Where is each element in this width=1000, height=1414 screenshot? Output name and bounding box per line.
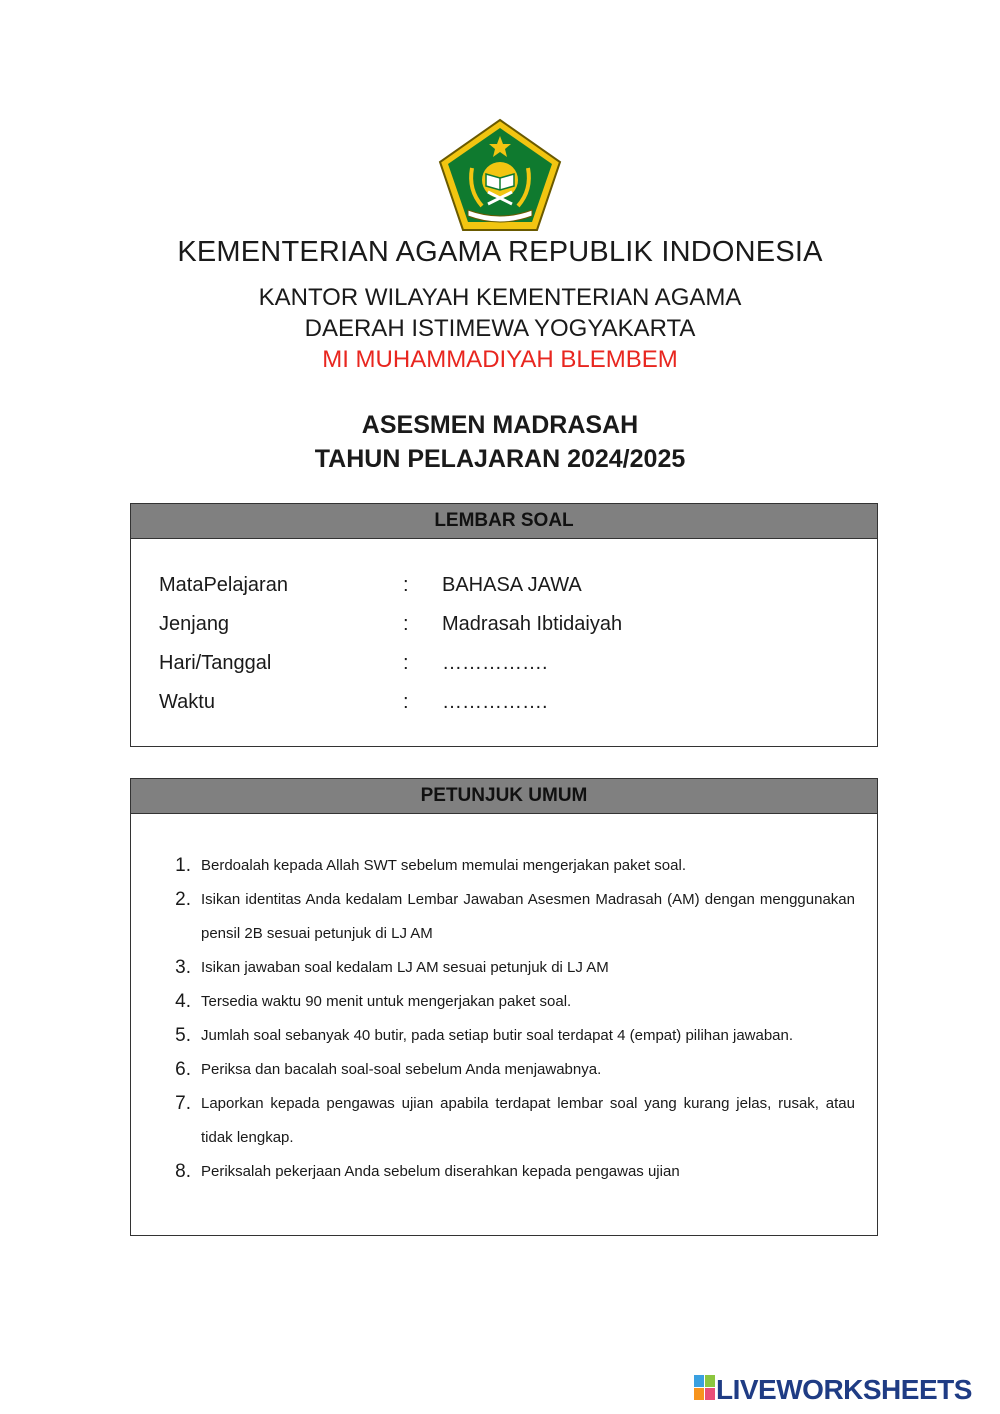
ministry-title: KEMENTERIAN AGAMA REPUBLIK INDONESIA xyxy=(177,236,823,268)
instruction-item xyxy=(165,985,855,1019)
info-value: ……………. xyxy=(442,652,548,674)
info-table xyxy=(159,574,759,730)
instruction-text: Berdoalah kepada Allah SWT sebelum memulai mengerjakan paket soal. xyxy=(201,857,686,874)
liveworksheets-logo-icon xyxy=(694,1375,716,1406)
info-colon: : xyxy=(403,613,409,635)
instruction-text: Isikan jawaban soal kedalam LJ AM sesuai petunjuk di LJ AM xyxy=(201,959,609,976)
info-row xyxy=(159,574,759,613)
instructions-box xyxy=(130,778,878,1236)
instruction-number: 4. xyxy=(175,991,191,1012)
school-name: MI MUHAMMADIYAH BLEMBEM xyxy=(322,346,678,373)
office-heading xyxy=(0,282,1000,375)
exam-year: TAHUN PELAJARAN 2024/2025 xyxy=(314,445,686,473)
brand-name: LIVEWORKSHEETS xyxy=(716,1374,972,1405)
instruction-item xyxy=(165,1087,855,1155)
office-line-2: DAERAH ISTIMEWA YOGYAKARTA xyxy=(304,315,696,342)
info-label: Jenjang xyxy=(159,613,230,635)
instruction-text: Isikan identitas Anda kedalam Lembar Jawaban Asesmen Madrasah (AM) dengan menggunakan pensil 2B sesuai petunjuk di LJ AM xyxy=(201,891,855,942)
info-row xyxy=(159,652,759,691)
info-label: MataPelajaran xyxy=(159,574,288,596)
instructions-title: PETUNJUK UMUM xyxy=(131,779,877,814)
info-box-title: LEMBAR SOAL xyxy=(131,504,877,539)
liveworksheets-brand[interactable] xyxy=(694,1374,972,1406)
info-label: Hari/Tanggal xyxy=(159,652,272,674)
info-value: Madrasah Ibtidaiyah xyxy=(442,613,623,635)
info-value: BAHASA JAWA xyxy=(442,574,582,596)
exam-title: ASESMEN MADRASAH xyxy=(361,411,639,439)
instruction-number: 5. xyxy=(175,1025,191,1046)
instruction-item xyxy=(165,883,855,951)
info-label: Waktu xyxy=(159,691,215,713)
instruction-text: Tersedia waktu 90 menit untuk mengerjakan paket soal. xyxy=(201,993,572,1010)
instruction-number: 8. xyxy=(175,1161,191,1182)
info-box xyxy=(130,503,878,747)
instruction-number: 7. xyxy=(175,1093,191,1114)
info-row xyxy=(159,613,759,652)
instruction-text: Periksa dan bacalah soal-soal sebelum Anda menjawabnya. xyxy=(201,1061,602,1078)
info-value: ……………. xyxy=(442,691,548,713)
info-colon: : xyxy=(403,691,409,713)
info-colon: : xyxy=(403,574,409,596)
kemenag-emblem-icon xyxy=(438,118,562,232)
info-colon: : xyxy=(403,652,409,674)
instruction-text: Laporkan kepada pengawas ujian apabila terdapat lembar soal yang kurang jelas, rusak, atau tidak lengkap. xyxy=(201,1095,855,1146)
instruction-number: 3. xyxy=(175,957,191,978)
instruction-item xyxy=(165,849,855,883)
instruction-text: Jumlah soal sebanyak 40 butir, pada setiap butir soal terdapat 4 (empat) pilihan jawaban. xyxy=(201,1027,794,1044)
office-line-1: KANTOR WILAYAH KEMENTERIAN AGAMA xyxy=(258,284,742,311)
instruction-number: 2. xyxy=(175,889,191,910)
exam-heading xyxy=(0,408,1000,476)
instruction-item xyxy=(165,1155,855,1189)
instruction-item xyxy=(165,951,855,985)
instruction-number: 6. xyxy=(175,1059,191,1080)
instruction-number: 1. xyxy=(175,855,191,876)
instruction-text: Periksalah pekerjaan Anda sebelum diserahkan kepada pengawas ujian xyxy=(201,1163,680,1180)
info-row xyxy=(159,691,759,730)
instruction-item xyxy=(165,1019,855,1053)
instructions-list xyxy=(165,849,855,1189)
instruction-item xyxy=(165,1053,855,1087)
